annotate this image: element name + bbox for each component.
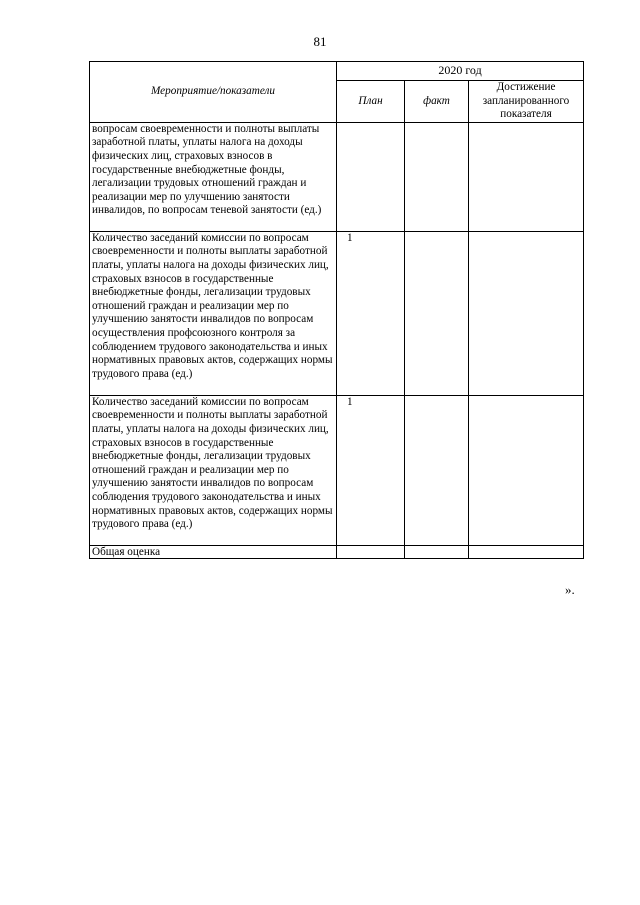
row-achievement-value <box>469 395 584 545</box>
row-plan-value <box>337 122 405 231</box>
row-indicator-name: Количество заседаний комиссии по вопросам своевременности и полноты выплаты заработной платы, уплаты налога на доходы физических лиц, страховых взносов в государственные внебюджетные фонды, легализации трудовых отношений граждан и реализации мер по улучшению занятости инвалидов по вопросам соблюдения трудового законодательства и иных нормативных правовых актов, содержащих нормы трудового права (ед.) <box>90 395 337 545</box>
row-fact-value <box>405 231 469 395</box>
header-indicator: Мероприятие/показатели <box>90 62 337 123</box>
header-year: 2020 год <box>337 62 584 81</box>
row-indicator-name: Количество заседаний комиссии по вопросам своевременности и полноты выплаты заработной платы, уплаты налога на доходы физических лиц, страховых взносов в государственные внебюджетные фонды, легализации трудовых отношений граждан и реализации мер по улучшению занятости инвалидов по вопросам осуществления профсоюзного контроля за соблюдением трудового законодательства и иных нормативных правовых актов, содержащих нормы трудового права (ед.) <box>90 231 337 395</box>
indicators-table <box>89 61 584 559</box>
header-row-top <box>90 62 584 81</box>
row-fact-value <box>405 545 469 558</box>
header-achievement: Достижение запланированного показателя <box>469 81 584 123</box>
table-row <box>90 395 584 545</box>
row-indicator-name: вопросам своевременности и полноты выплаты заработной платы, уплаты налога на доходы физических лиц, страховых взносов в государственные внебюджетные фонды, легализации трудовых отношений граждан и реализации мер по улучшению занятости инвалидов, по вопросам теневой занятости (ед.) <box>90 122 337 231</box>
row-plan-value: 1 <box>337 231 405 395</box>
header-fact: факт <box>405 81 469 123</box>
row-total-label: Общая оценка <box>90 545 337 558</box>
row-plan-value: 1 <box>337 395 405 545</box>
row-fact-value <box>405 395 469 545</box>
row-achievement-value <box>469 122 584 231</box>
row-fact-value <box>405 122 469 231</box>
closing-quote-mark: ». <box>565 582 575 597</box>
page-number: 81 <box>313 34 327 49</box>
row-plan-value <box>337 545 405 558</box>
table-row <box>90 122 584 231</box>
header-plan: План <box>337 81 405 123</box>
row-achievement-value <box>469 545 584 558</box>
row-achievement-value <box>469 231 584 395</box>
table-row <box>90 231 584 395</box>
table-row-total <box>90 545 584 558</box>
